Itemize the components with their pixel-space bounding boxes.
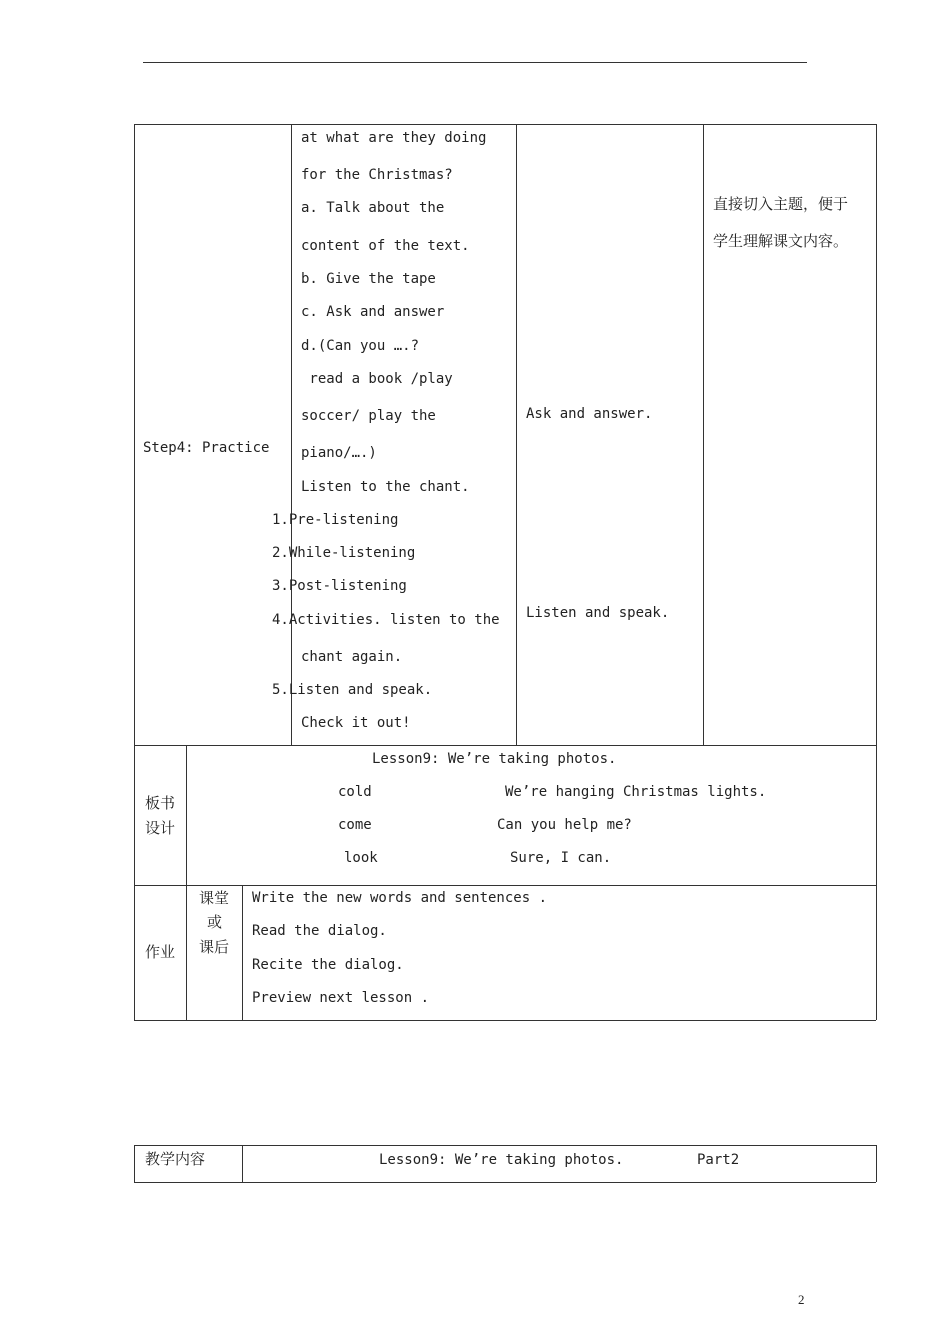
step-label: Step4: Practice [143, 440, 270, 456]
content-line: d.(Can you ….? [301, 338, 420, 354]
homework-label: 作业 [145, 943, 176, 961]
content-line: Check it out! [301, 715, 411, 731]
design-note: 直接切入主题，便于 [713, 195, 849, 213]
blackboard-sentence: Can you help me? [497, 817, 632, 833]
content-line: 1.Pre-listening [272, 512, 399, 528]
teaching-content-label: 教学内容 [145, 1150, 206, 1168]
content-line: Listen to the chant. [301, 479, 470, 495]
student-activity: Ask and answer. [526, 406, 653, 422]
content-line: a. Talk about the [301, 200, 445, 216]
blackboard-word: look [344, 850, 378, 866]
homework-item: Read the dialog. [252, 923, 387, 939]
homework-item: Write the new words and sentences . [252, 890, 548, 906]
content-line: at what are they doing [301, 130, 487, 146]
blackboard-word: cold [338, 784, 372, 800]
lesson-title: Lesson9: We’re taking photos. [379, 1152, 624, 1168]
blackboard-label: 板书 [145, 794, 176, 812]
content-line: b. Give the tape [301, 271, 436, 287]
homework-type: 课后 [199, 938, 230, 956]
content-line: c. Ask and answer [301, 304, 445, 320]
blackboard-title: Lesson9: We’re taking photos. [372, 751, 617, 767]
content-line: read a book /play [301, 371, 453, 387]
blackboard-sentence: Sure, I can. [510, 850, 612, 866]
design-note: 学生理解课文内容。 [713, 232, 849, 250]
content-line: 2.While-listening [272, 545, 416, 561]
blackboard-word: come [338, 817, 372, 833]
content-line: piano/….) [301, 445, 377, 461]
content-line: soccer/ play the [301, 408, 436, 424]
homework-item: Recite the dialog. [252, 957, 404, 973]
content-line: 5.Listen and speak. [272, 682, 433, 698]
content-line: for the Christmas? [301, 167, 453, 183]
content-line: 4.Activities. listen to the [272, 612, 500, 628]
homework-type: 课堂 [199, 889, 230, 907]
content-line: 3.Post-listening [272, 578, 407, 594]
blackboard-label: 设计 [145, 819, 176, 837]
content-line: chant again. [301, 649, 403, 665]
header-rule [143, 62, 807, 63]
content-line: content of the text. [301, 238, 470, 254]
lesson-part: Part2 [697, 1152, 740, 1168]
homework-item: Preview next lesson . [252, 990, 430, 1006]
blackboard-sentence: We’re hanging Christmas lights. [505, 784, 767, 800]
homework-type: 或 [207, 913, 223, 931]
page-number: 2 [798, 1292, 805, 1307]
student-activity: Listen and speak. [526, 605, 670, 621]
